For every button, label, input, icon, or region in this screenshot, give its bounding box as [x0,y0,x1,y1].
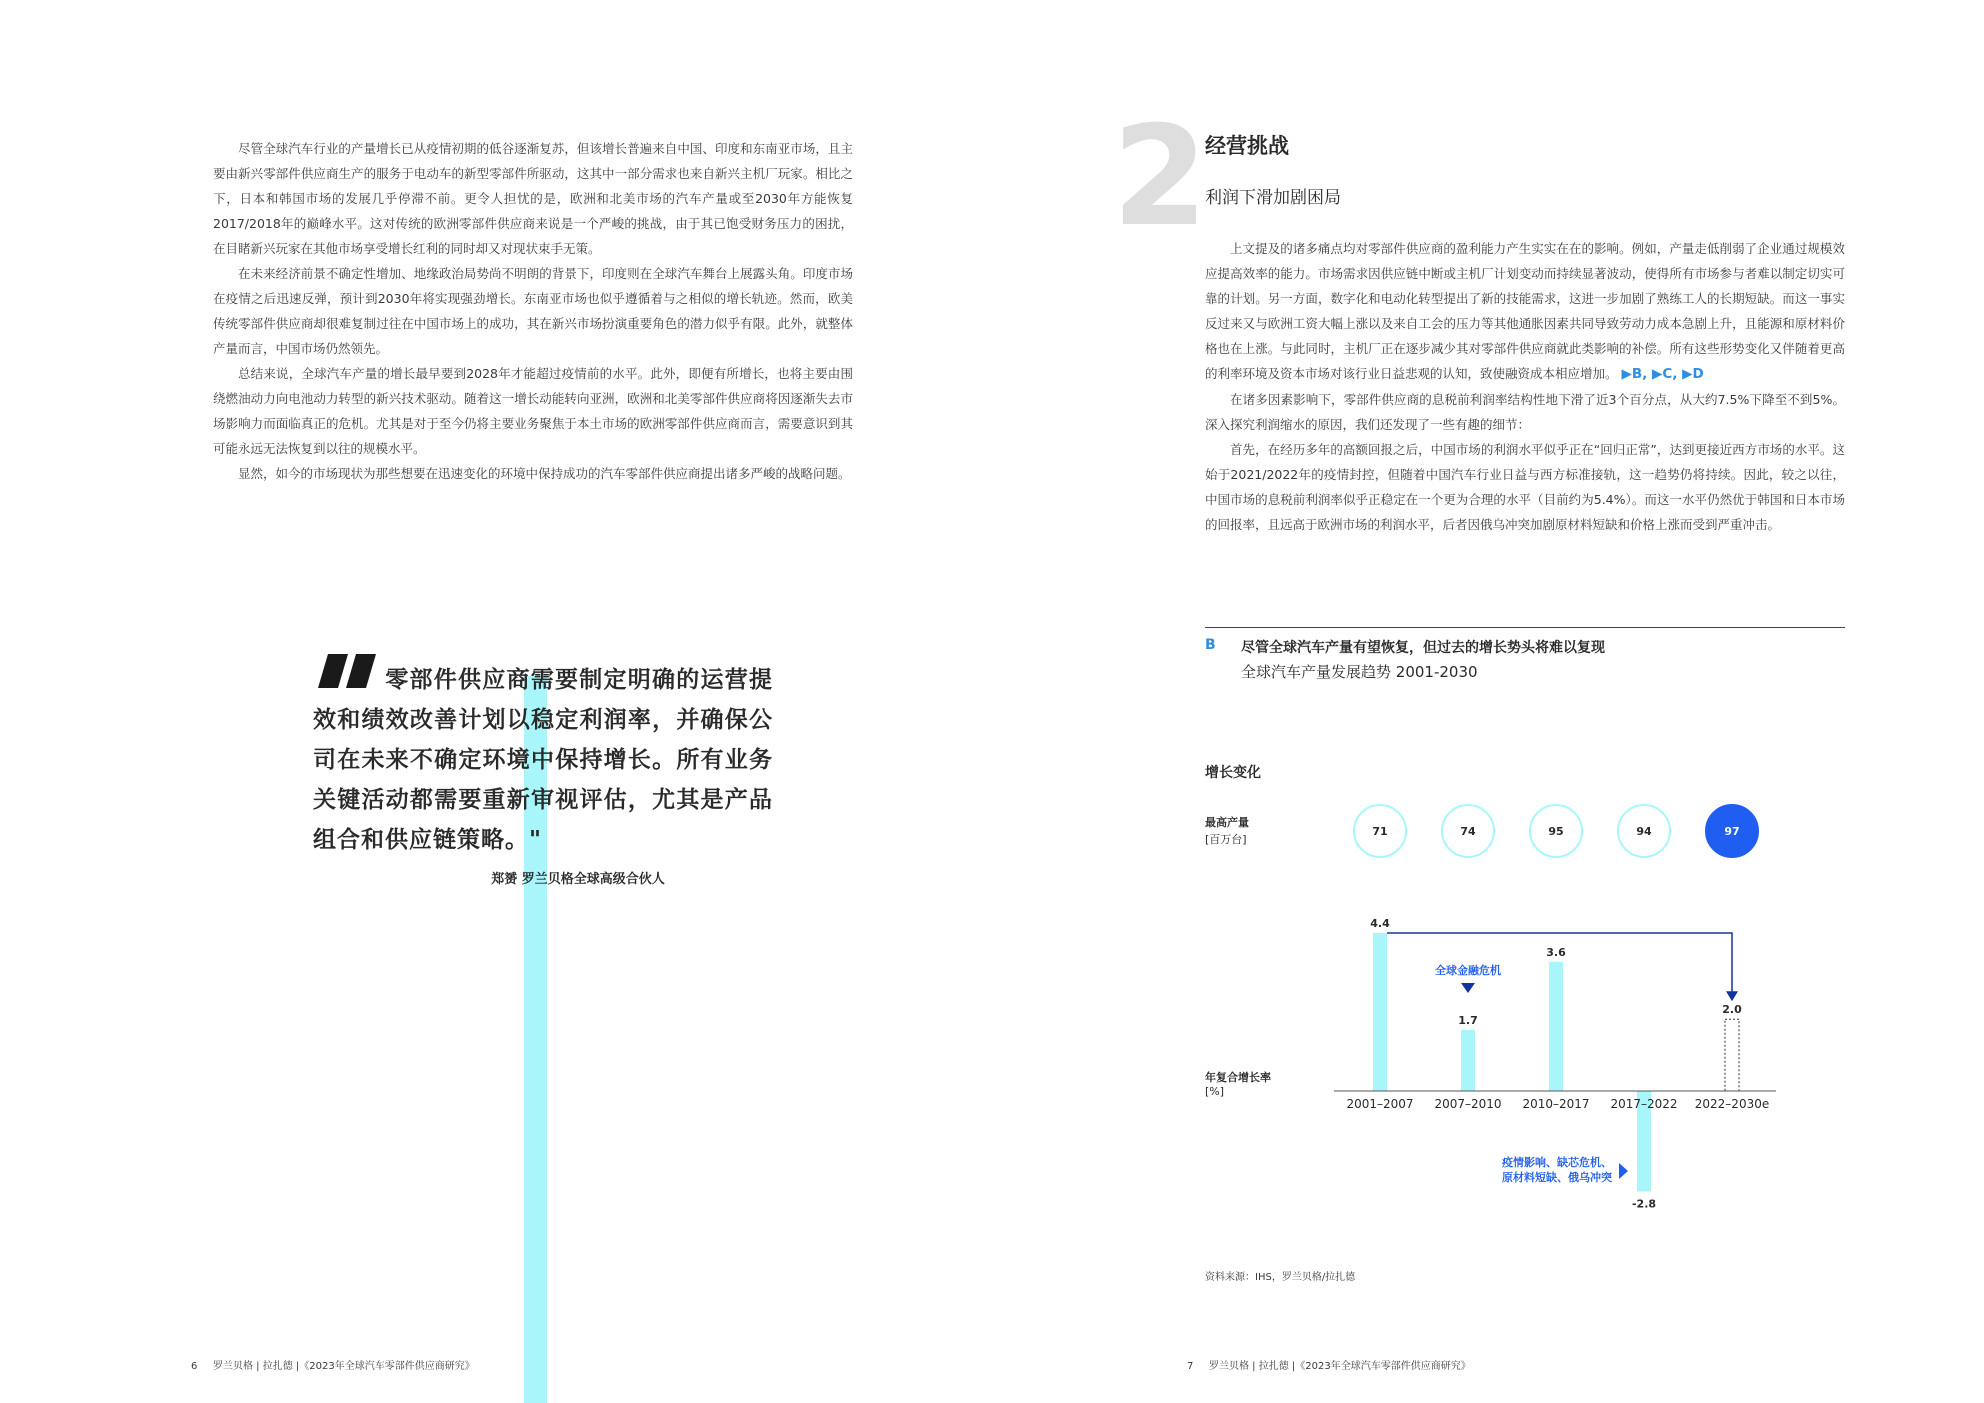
x-tick-label: 2017–2022 [1610,1097,1678,1111]
growth-title: 增长变化 [1205,765,1261,781]
bar-value-label: -2.8 [1631,1197,1657,1211]
quote-author: 郑赟 罗兰贝格全球高级合伙人 [491,872,665,887]
max-production-label: 最高产量 [1205,816,1249,829]
bar-projected [1725,1019,1739,1091]
paragraph: 在未来经济前景不确定性增加、地缘政治局势尚不明朗的背景下，印度则在全球汽车舞台上展露头角。印度市场在疫情之后迅速反弹，预计到2030年将实现强劲增长。东南亚市场也似乎遵循着与之相似的增长轨迹。然而，欧美传统零部件供应商却很难复制过往在中国市场上的成功，其在新兴市场扮演重要角色的潜力似乎有限。此外，就整体产量而言，中国市场仍然领先。 [213,266,853,356]
annotation-financial-crisis: 全球金融危机 [1435,964,1501,977]
source-note: 资料来源：IHS，罗兰贝格/拉扎德 [1205,1272,1356,1283]
section-title: 经营挑战 [1205,134,1289,158]
footer-text: 罗兰贝格 | 拉扎德 |《2023年全球汽车零部件供应商研究》 [213,1361,475,1372]
paragraph: 显然，如今的市场现状为那些想要在迅速变化的环境中保持成功的汽车零部件供应商提出诸多严峻的战略问题。 [238,466,851,481]
triangle-down-icon [1461,983,1475,993]
x-tick-label: 2010–2017 [1522,1097,1590,1111]
bar [1549,962,1563,1091]
peak-label: 74 [1460,825,1476,838]
pull-quote-text: 零部件供应商需要制定明确的运营提效和绩效改善计划以稳定利润率，并确保公司在未来不确定环境中保持增长。所有业务关键活动都需要重新审视评估，尤其是产品组合和供应链策略。" [313,667,773,853]
peak-label: 94 [1636,825,1652,838]
figure-title: 尽管全球汽车产量有望恢复，但过去的增长势头将难以复现 [1241,640,1605,656]
bar [1461,1030,1475,1091]
arrow-down-icon [1726,991,1738,1001]
x-tick-label: 2022–2030e [1694,1097,1770,1111]
figure-refs-link[interactable]: ▶B, ▶C, ▶D [1621,366,1704,382]
paragraph: 总结来说，全球汽车产量的增长最早要到2028年才能超过疫情前的水平。此外，即便有所增长，也将主要由围绕燃油动力向电池动力转型的新兴技术驱动。随着这一增长动能转向亚洲，欧洲和北美零部件供应商将因逐渐失去市场影响力而面临真正的危机。尤其是对于至今仍将主要业务聚焦于本土市场的欧洲零部件供应商而言，需要意识到其可能永远无法恢复到以往的规模水平。 [213,366,853,456]
max-production-unit: [百万台] [1205,833,1247,846]
paragraph: 尽管全球汽车行业的产量增长已从疫情初期的低谷逐渐复苏，但该增长普遍来自中国、印度和东南亚市场，且主要由新兴零部件供应商生产的服务于电动车的新型零部件所驱动，这其中一部分需求也来自新兴主机厂玩家。相比之下，日本和韩国市场的发展几乎停滞不前。更令人担忧的是，欧洲和北美市场的汽车产量或至2030年方能恢复2017/2018年的巅峰水平。这对传统的欧洲零部件供应商来说是一个严峻的挑战，由于其已饱受财务压力的困扰，在目睹新兴玩家在其他市场享受增长红利的同时却又对现状束手无策。 [213,141,853,256]
bar-value-label: 2.0 [1722,1003,1742,1017]
bar-value-label: 3.6 [1546,945,1566,959]
peak-label: 95 [1548,825,1564,838]
page-number: 6 [191,1361,198,1372]
peak-label: 71 [1372,825,1388,838]
footer-text: 罗兰贝格 | 拉扎德 |《2023年全球汽车零部件供应商研究》 [1209,1361,1471,1372]
section-number: 2 [1112,96,1209,257]
annotation-covid-line1: 疫情影响、缺芯危机、 [1502,1156,1612,1169]
bar-value-label: 4.4 [1370,917,1390,931]
figure-letter: B [1205,637,1216,653]
page-number: 7 [1187,1361,1194,1372]
paragraph: 首先，在经历多年的高额回报之后，中国市场的利润水平似乎正在“回归正常”，达到更接近西方市场的水平。这始于2021/2022年的疫情封控，但随着中国汽车行业日益与西方标准接轨，这一趋势仍将持续。因此，较之以往，中国市场的息税前利润率似乎正稳定在一个更为合理的水平（目前约为5.4%）。而这一水平仍然优于韩国和日本市场的回报率，且远高于欧洲市场的利润水平，后者因俄乌冲突加剧原材料短缺和价格上涨而受到严重冲击。 [1205,442,1845,532]
triangle-right-icon [1619,1163,1628,1179]
bar-value-label: 1.7 [1458,1013,1478,1027]
paragraph: 在诸多因素影响下，零部件供应商的息税前利润率结构性地下滑了近3个百分点，从大约7.5%下降至不到5%。深入探究利润缩水的原因，我们还发现了一些有趣的细节： [1205,392,1845,432]
section-subtitle: 利润下滑加剧困局 [1205,188,1341,208]
figure-subtitle: 全球汽车产量发展趋势 2001-2030 [1241,663,1478,681]
bar [1373,933,1387,1091]
peak-label: 97 [1724,825,1740,838]
annotation-covid-line2: 原材料短缺、俄乌冲突 [1502,1171,1612,1184]
cagr-unit: [%] [1205,1085,1225,1098]
paragraph-text: 上文提及的诸多痛点均对零部件供应商的盈利能力产生实实在在的影响。例如，产量走低削弱了企业通过规模效应提高效率的能力。市场需求因供应链中断或主机厂计划变动而持续显著波动，使得所有市场参与者难以制定切实可靠的计划。另一方面，数字化和电动化转型提出了新的技能需求，这进一步加剧了熟练工人的长期短缺。而这一事实反过来又与欧洲工资大幅上涨以及来自工会的压力等其他通胀因素共同导致劳动力成本急剧上升，且能源和原材料价格也在上涨。与此同时，主机厂正在逐步减少其对零部件供应商就此类影响的补偿。所有这些形势变化又伴随着更高的利率环境及资本市场对该行业日益悲观的认知，致使融资成本相应增加。 [1205,241,1845,381]
cagr-label: 年复合增长率 [1205,1071,1271,1084]
right-footer [1187,1357,1471,1372]
x-tick-label: 2001–2007 [1346,1097,1414,1111]
x-tick-label: 2007–2010 [1434,1097,1502,1111]
